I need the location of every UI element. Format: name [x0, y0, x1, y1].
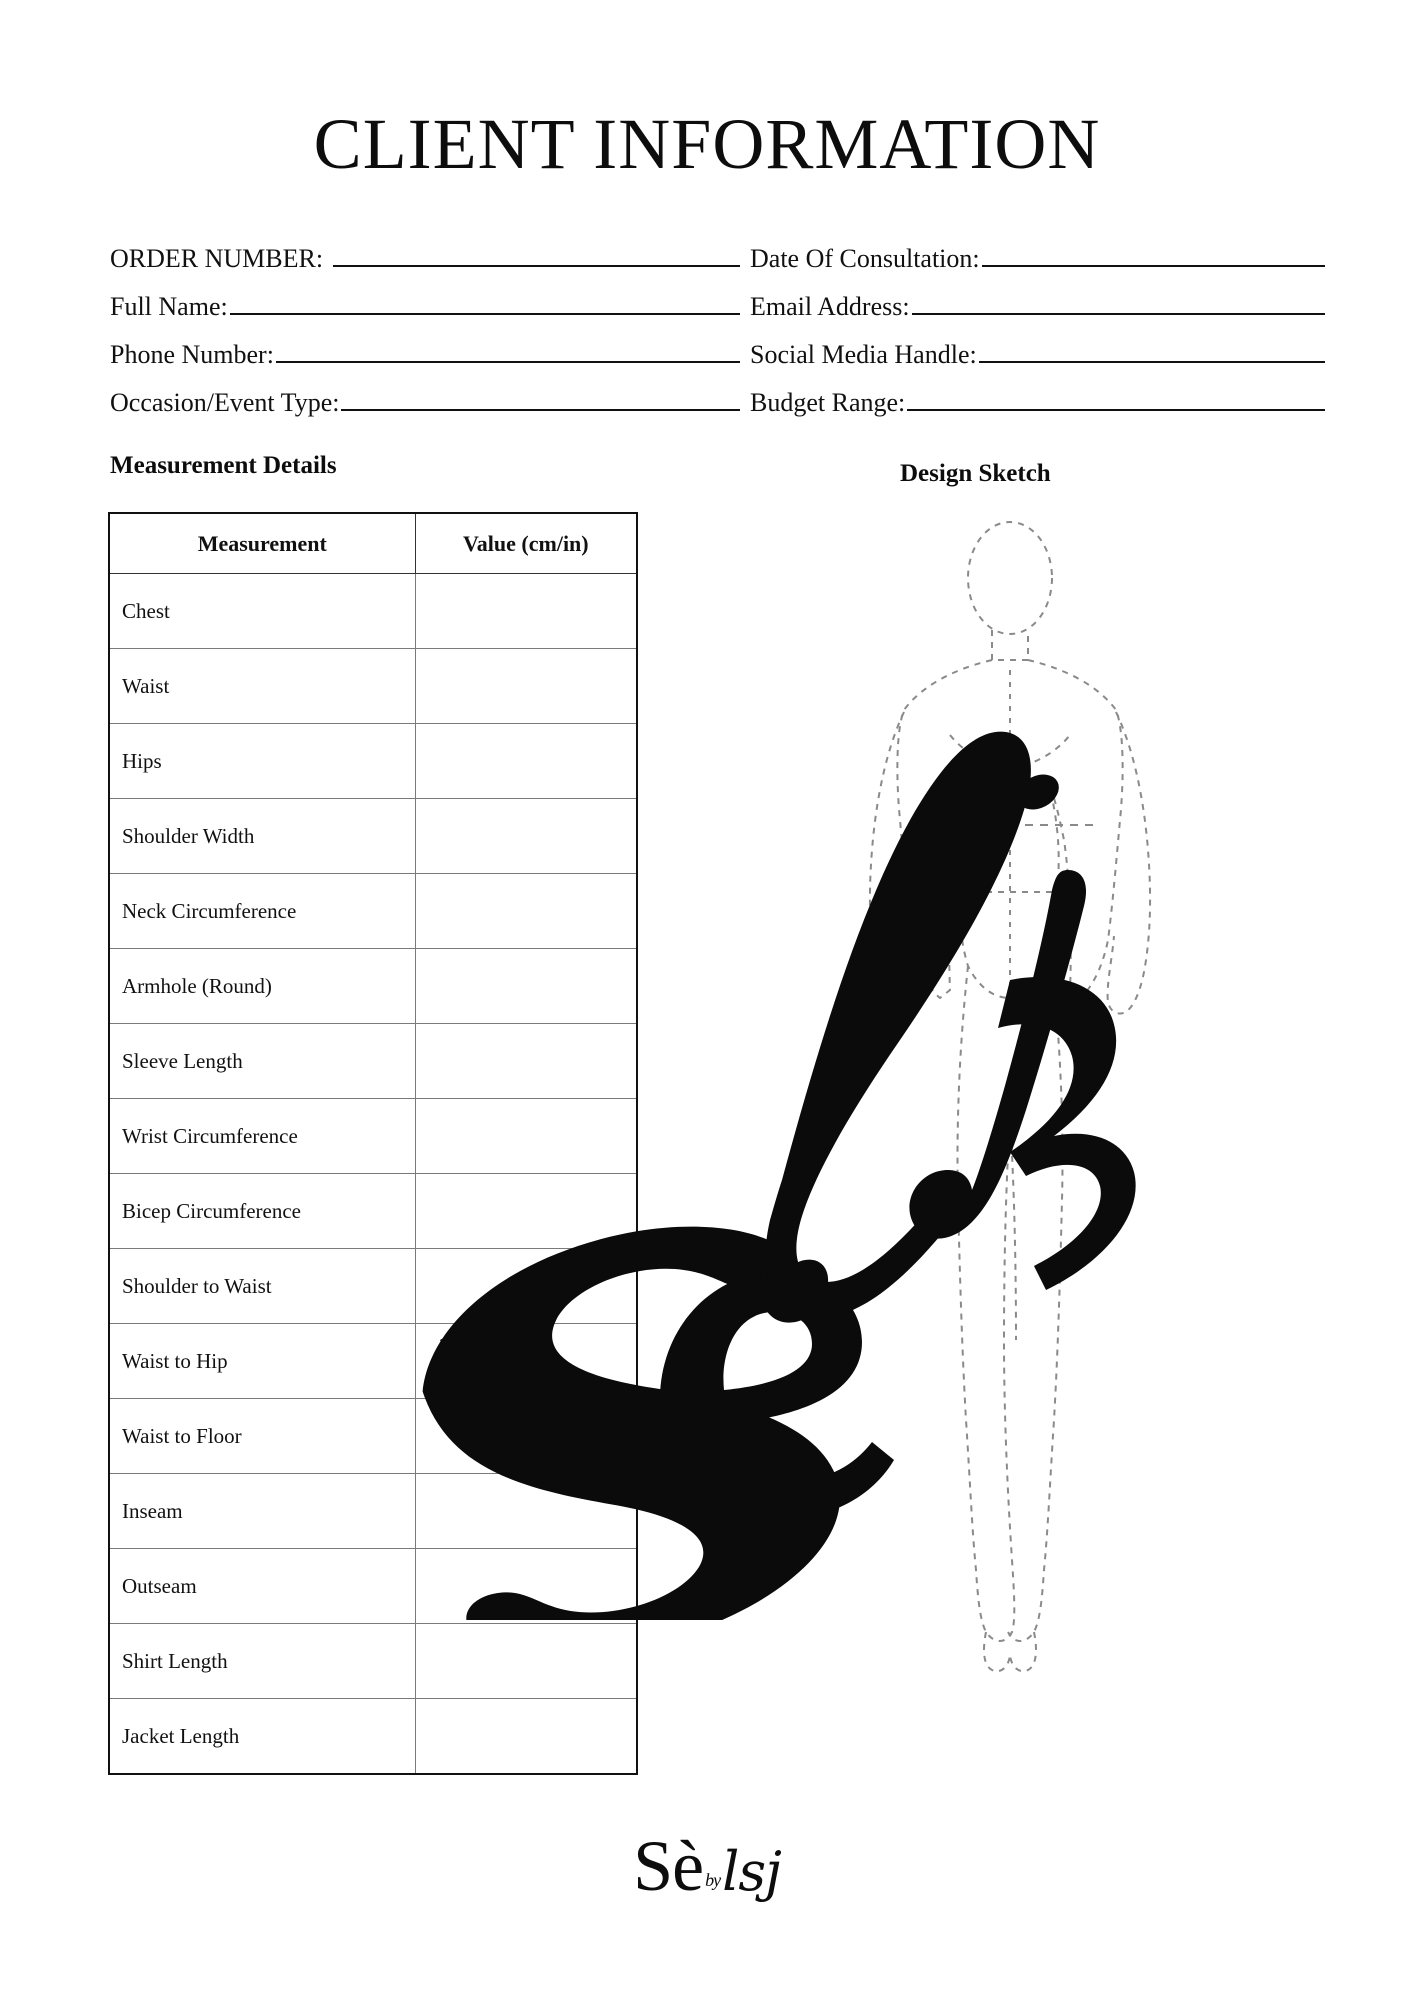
- measurement-name: Chest: [110, 574, 415, 649]
- field-phone-number: [110, 339, 750, 370]
- measurement-name: Wrist Circumference: [110, 1099, 415, 1174]
- table-row: [110, 1399, 636, 1474]
- measurement-name: Shoulder to Waist: [110, 1249, 415, 1324]
- table-row: [110, 724, 636, 799]
- table-row: [110, 1474, 636, 1549]
- measurement-value-input[interactable]: [415, 574, 636, 649]
- measurement-value-input[interactable]: [415, 1699, 636, 1774]
- field-label: Phone Number:: [110, 340, 274, 369]
- column-header-measurement: Measurement: [110, 514, 415, 574]
- measurement-table: [108, 512, 638, 1775]
- measurement-value-input[interactable]: [415, 649, 636, 724]
- measurement-value-input[interactable]: [415, 1624, 636, 1699]
- footer-logo-mark: [633, 1826, 781, 1906]
- table-row: [110, 1024, 636, 1099]
- table-row: [110, 1624, 636, 1699]
- measurement-name: Waist to Hip: [110, 1324, 415, 1399]
- measurement-name: Bicep Circumference: [110, 1174, 415, 1249]
- client-info-fields: [110, 243, 1325, 435]
- table-row: [110, 1549, 636, 1624]
- date-of-consultation-input[interactable]: [982, 243, 1325, 267]
- field-label: Social Media Handle:: [750, 340, 977, 369]
- field-row: [110, 291, 1325, 322]
- footer-brand-suffix: lsj: [722, 1840, 781, 1903]
- table-row: [110, 1174, 636, 1249]
- measurement-name: Inseam: [110, 1474, 415, 1549]
- table-row: [110, 949, 636, 1024]
- measurement-value-input[interactable]: [415, 1549, 636, 1624]
- table-row: [110, 649, 636, 724]
- column-header-value: Value (cm/in): [415, 514, 636, 574]
- measurement-name: Sleeve Length: [110, 1024, 415, 1099]
- field-label: Budget Range:: [750, 388, 906, 417]
- footer-brand-logo: [0, 1826, 1414, 1906]
- design-sketch-croquis: [800, 520, 1220, 1810]
- occasion-event-type-input[interactable]: [341, 387, 740, 411]
- table-row: [110, 799, 636, 874]
- measurement-name: Shirt Length: [110, 1624, 415, 1699]
- table-row: [110, 1699, 636, 1774]
- measurement-name: Waist to Floor: [110, 1399, 415, 1474]
- page-title: CLIENT INFORMATION: [313, 104, 1101, 184]
- design-sketch-heading: Design Sketch: [900, 460, 1051, 487]
- order-number-input[interactable]: [333, 243, 740, 267]
- measurement-value-input[interactable]: [415, 1324, 636, 1399]
- table-row: [110, 574, 636, 649]
- measurement-name: Neck Circumference: [110, 874, 415, 949]
- phone-number-input[interactable]: [276, 339, 740, 363]
- email-address-input[interactable]: [912, 291, 1325, 315]
- table-row: [110, 874, 636, 949]
- field-row: [110, 387, 1325, 418]
- measurement-name: Jacket Length: [110, 1699, 415, 1774]
- budget-range-input[interactable]: [907, 387, 1325, 411]
- measurement-name: Waist: [110, 649, 415, 724]
- measurement-name: Armhole (Round): [110, 949, 415, 1024]
- table-row: [110, 1324, 636, 1399]
- measurement-name: Shoulder Width: [110, 799, 415, 874]
- field-social-media-handle: [750, 339, 1325, 370]
- field-label: Occasion/Event Type:: [110, 388, 340, 417]
- measurement-value-input[interactable]: [415, 724, 636, 799]
- field-row: [110, 339, 1325, 370]
- table-row: [110, 1249, 636, 1324]
- measurement-name: Hips: [110, 724, 415, 799]
- field-occasion-event-type: [110, 387, 750, 418]
- field-row: [110, 243, 1325, 274]
- table-row: [110, 1099, 636, 1174]
- field-full-name: [110, 291, 750, 322]
- measurement-value-input[interactable]: [415, 874, 636, 949]
- measurement-value-input[interactable]: [415, 1399, 636, 1474]
- footer-by-label: by: [705, 1870, 721, 1890]
- measurement-value-input[interactable]: [415, 1249, 636, 1324]
- field-date-of-consultation: [750, 243, 1325, 274]
- field-budget-range: [750, 387, 1325, 418]
- social-media-handle-input[interactable]: [979, 339, 1325, 363]
- full-name-input[interactable]: [230, 291, 740, 315]
- measurement-value-input[interactable]: [415, 1174, 636, 1249]
- measurement-value-input[interactable]: [415, 949, 636, 1024]
- table-header-row: [110, 514, 636, 574]
- measurement-value-input[interactable]: [415, 1099, 636, 1174]
- footer-brand-name: Sè: [633, 1826, 704, 1906]
- field-label: ORDER NUMBER:: [110, 244, 324, 273]
- field-label: Email Address:: [750, 292, 910, 321]
- measurement-value-input[interactable]: [415, 799, 636, 874]
- field-email-address: [750, 291, 1325, 322]
- field-order-number: [110, 243, 750, 274]
- field-label: Full Name:: [110, 292, 228, 321]
- measurement-name: Outseam: [110, 1549, 415, 1624]
- measurement-value-input[interactable]: [415, 1474, 636, 1549]
- measurement-details-heading: Measurement Details: [110, 452, 337, 479]
- measurement-value-input[interactable]: [415, 1024, 636, 1099]
- field-label: Date Of Consultation:: [750, 244, 980, 273]
